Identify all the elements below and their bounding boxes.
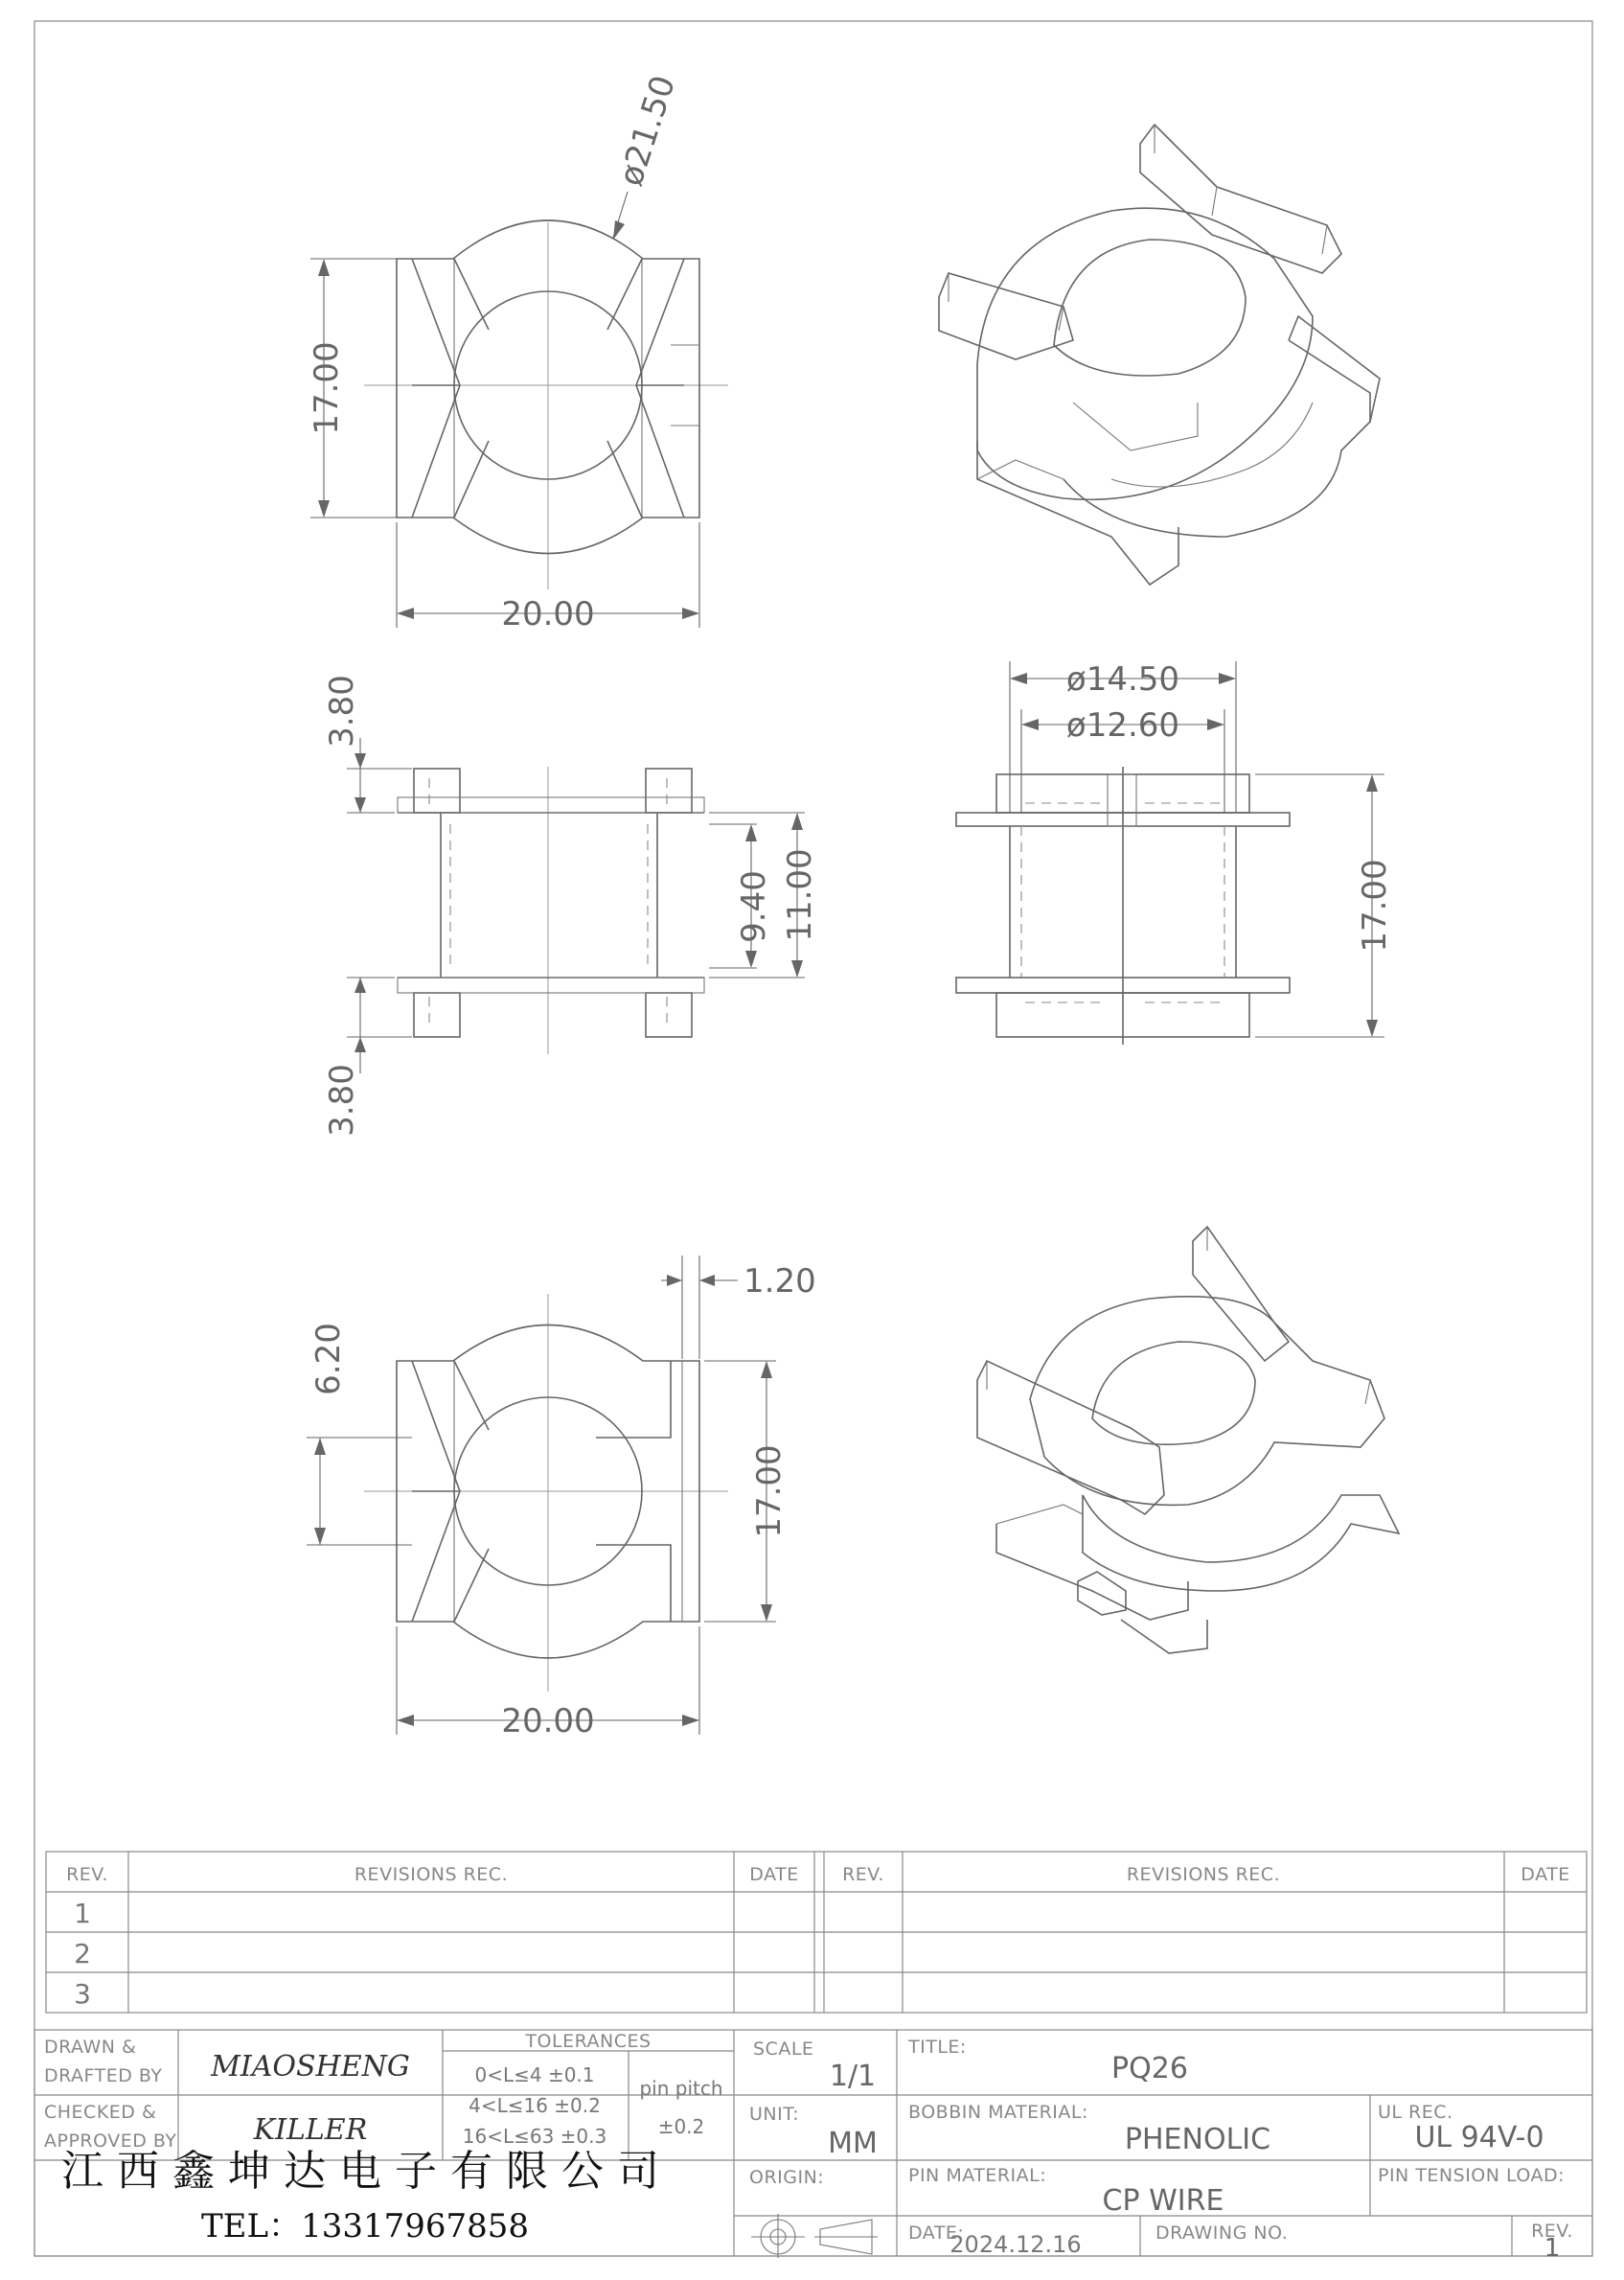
title-block [34, 2030, 1592, 2263]
rev-row-2: 2 [74, 1938, 91, 1969]
checked-label-1: CHECKED & [44, 2102, 157, 2123]
section-diameter-2-dim: ø12.60 [1065, 706, 1180, 745]
pin-material-value: CP WIRE [1102, 2184, 1224, 2218]
page-border [34, 21, 1592, 2256]
side-flange-top-dim: 3.80 [323, 675, 361, 748]
tolerances-label: TOLERANCES [525, 2031, 652, 2052]
tolerance-1: 0<L≤4 ±0.1 [474, 2063, 595, 2086]
checked-by-value: KILLER [253, 2113, 368, 2147]
rev-row-3: 3 [74, 1978, 91, 2010]
ul-rec-label: UL REC. [1378, 2102, 1453, 2123]
side-inner-dim: 9.40 [735, 870, 773, 943]
top-diameter-dim: ø21.50 [611, 71, 684, 191]
unit-value: MM [828, 2127, 878, 2160]
title-value: PQ26 [1111, 2052, 1188, 2085]
rev-header-1: REV. [66, 1864, 108, 1885]
origin-label: ORIGIN: [749, 2167, 825, 2188]
top-width-dim: 20.00 [501, 595, 595, 633]
side-flange-bottom-dim: 3.80 [323, 1064, 361, 1137]
telephone: TEL：13317967858 [201, 2207, 530, 2245]
rev-header-2: REV. [842, 1864, 884, 1885]
tolerance-2: 4<L≤16 ±0.2 [469, 2094, 601, 2117]
projection-symbol [751, 2214, 878, 2258]
date-header-1: DATE [749, 1864, 799, 1885]
pin-material-label: PIN MATERIAL: [908, 2165, 1047, 2186]
top-height-dim: 17.00 [308, 341, 346, 435]
bobbin-material-label: BOBBIN MATERIAL: [908, 2102, 1088, 2123]
top-view [308, 71, 728, 633]
side-outer-dim: 11.00 [781, 848, 819, 942]
bottom-view [307, 1255, 816, 1740]
bottom-width-dim: 20.00 [501, 1702, 595, 1740]
pin-pitch-value: ±0.2 [657, 2115, 705, 2138]
unit-label: UNIT: [749, 2104, 800, 2125]
section-view [956, 660, 1394, 1045]
side-view [323, 675, 819, 1137]
drawn-label-2: DRAFTED BY [44, 2065, 163, 2086]
rev-label: REV. [1531, 2221, 1573, 2242]
rev-value: 1 [1544, 2234, 1561, 2263]
scale-value: 1/1 [829, 2060, 877, 2093]
drawn-by-value: MIAOSHENG [211, 2050, 410, 2084]
company-name: 江西鑫坤达电子有限公司 [61, 2147, 673, 2196]
revisions-table [46, 1852, 1587, 2013]
title-label: TITLE: [908, 2037, 967, 2058]
tolerance-3: 16<L≤63 ±0.3 [462, 2125, 607, 2148]
date-header-2: DATE [1521, 1864, 1570, 1885]
rev-row-1: 1 [74, 1898, 91, 1929]
isometric-view-1 [939, 125, 1380, 585]
date-label: DATE: [908, 2222, 965, 2244]
drawing-no-label: DRAWING NO. [1155, 2222, 1289, 2244]
bottom-height-dim: 17.00 [750, 1444, 789, 1538]
rec-header-1: REVISIONS REC. [354, 1864, 509, 1885]
section-height-dim: 17.00 [1356, 859, 1394, 953]
pin-pitch-label: pin pitch [639, 2077, 723, 2100]
bottom-thickness-dim: 1.20 [743, 1262, 816, 1301]
rec-header-2: REVISIONS REC. [1126, 1864, 1281, 1885]
ul-rec-value: UL 94V-0 [1414, 2121, 1544, 2154]
drawn-label-1: DRAWN & [44, 2037, 137, 2058]
isometric-view-2 [977, 1227, 1399, 1653]
section-diameter-1-dim: ø14.50 [1065, 660, 1180, 699]
pin-tension-label: PIN TENSION LOAD: [1378, 2165, 1566, 2186]
checked-label-2: APPROVED BY [44, 2130, 177, 2152]
scale-label: SCALE [753, 2038, 814, 2060]
date-value: 2024.12.16 [949, 2231, 1082, 2258]
bottom-offset-dim: 6.20 [309, 1323, 348, 1395]
bobbin-material-value: PHENOLIC [1124, 2123, 1271, 2156]
